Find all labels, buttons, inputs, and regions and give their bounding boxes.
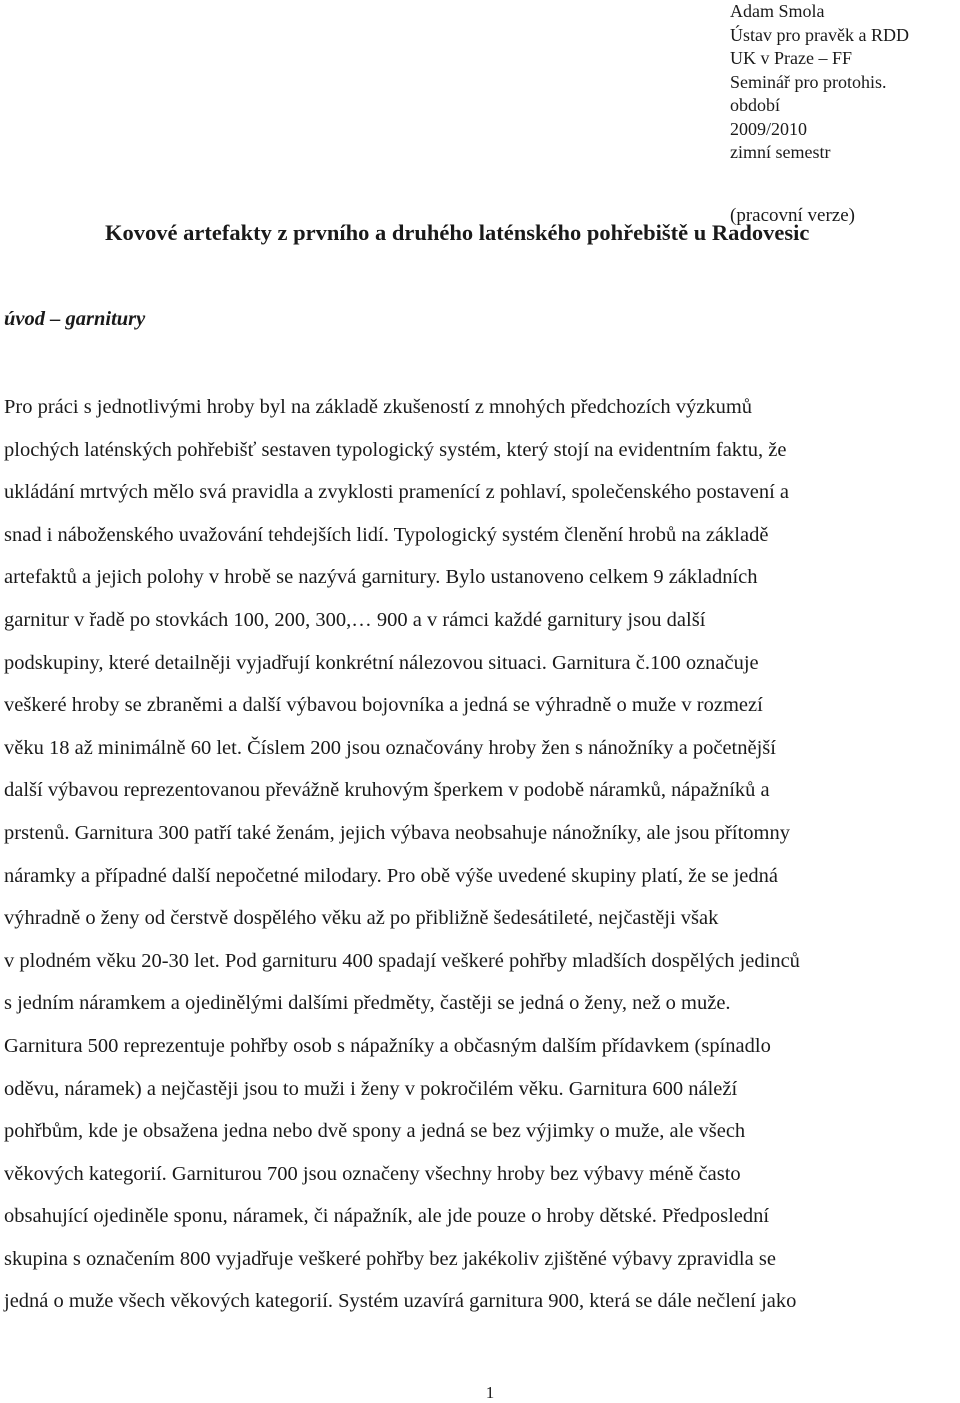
academic-year: 2009/2010	[730, 118, 808, 139]
paragraph-line: Garnitura 500 reprezentuje pohřby osob s nápažníky a občasným dalším přídavkem (spínadlo	[4, 1034, 771, 1057]
author-name: Adam Smola	[730, 1, 825, 21]
paragraph-line: věkových kategorií. Garniturou 700 jsou označeny všechny hroby bez výbavy méně často	[4, 1162, 741, 1185]
paragraph-line: podskupiny, které detailněji vyjadřují konkrétní nálezovou situaci. Garnitura č.100 označuje	[4, 651, 759, 674]
paragraph-line: garnitur v řadě po stovkách 100, 200, 300,… 900 a v rámci každé garnitury jsou další	[4, 608, 706, 631]
paragraph-line: veškeré hroby se zbraněmi a další výbavou bojovníka a jedná se výhradně o muže v rozmezí	[4, 694, 763, 717]
section-heading: úvod – garnitury	[4, 308, 146, 330]
paragraph-line: ukládání mrtvých mělo svá pravidla a zvyklosti pramenící z pohlaví, společenského postavení a	[4, 481, 790, 504]
body-paragraph	[4, 386, 960, 1323]
paragraph-line: snad i náboženského uvažování tehdejších lidí. Typologický systém členění hrobů na základě	[4, 523, 769, 546]
paragraph-line: výhradně o ženy od čerstvě dospělého věku až po přibližně šedesátileté, nejčastěji však	[4, 907, 719, 930]
author-info-block	[730, 0, 955, 165]
seminar-name: Seminář pro protohis.	[730, 71, 887, 92]
paragraph-line: s jedním náramkem a ojedinělými dalšími předměty, častěji se jedná o ženy, než o muže.	[4, 992, 731, 1015]
author-university: UK v Praze – FF	[730, 48, 852, 68]
paragraph-line: pohřbům, kde je obsažena jedna nebo dvě spony a jedná se bez výjimky o muže, ale všech	[4, 1120, 746, 1143]
paragraph-line: v plodném věku 20-30 let. Pod garnituru 400 spadají veškeré pohřby mladších dospělých jedinců	[4, 949, 800, 972]
paragraph-line: obsahující ojediněle sponu, náramek, či nápažník, ale jde pouze o hroby dětské. Předposlední	[4, 1205, 770, 1228]
working-version-label: (pracovní verze)	[730, 205, 856, 226]
paragraph-line: plochých laténských pohřebišť sestaven typologický systém, který stojí na evidentním faktu, že	[4, 438, 787, 461]
paragraph-line: Pro práci s jednotlivými hroby byl na základě zkušeností z mnohých předchozích výzkumů	[4, 396, 753, 418]
document-title: Kovové artefakty z prvního a druhého laténského pohřebiště u Radovesic	[105, 220, 810, 245]
page-number: 1	[485, 1383, 495, 1402]
paragraph-line: artefaktů a jejich polohy v hrobě se nazývá garnitury. Bylo ustanoveno celkem 9 základních	[4, 566, 758, 589]
author-institute: Ústav pro pravěk a RDD	[730, 24, 909, 45]
semester: zimní semestr	[730, 142, 831, 162]
paragraph-line: věku 18 až minimálně 60 let. Číslem 200 jsou označovány hroby žen s nánožníky a početnější	[4, 736, 776, 759]
paragraph-line: další výbavou reprezentovanou převážně kruhovým šperkem v podobě náramků, nápažníků a	[4, 779, 770, 802]
seminar-period-label: období	[730, 95, 781, 115]
paragraph-line: jedná o muže všech věkových kategorií. Systém uzavírá garnitura 900, která se dále nečlení jako	[4, 1290, 797, 1313]
paragraph-line: skupina s označením 800 vyjadřuje veškeré pohřby bez jakékoliv zjištěné výbavy zpravidla se	[4, 1247, 776, 1270]
paragraph-line: prstenů. Garnitura 300 patří také ženám, jejich výbava neobsahuje nánožníky, ale jsou přítomny	[4, 821, 790, 844]
paragraph-line: náramky a případné další nepočetné milodary. Pro obě výše uvedené skupiny platí, že se jedná	[4, 864, 779, 887]
paragraph-line: oděvu, náramek) a nejčastěji jsou to muži i ženy v pokročilém věku. Garnitura 600 náleží	[4, 1077, 738, 1100]
